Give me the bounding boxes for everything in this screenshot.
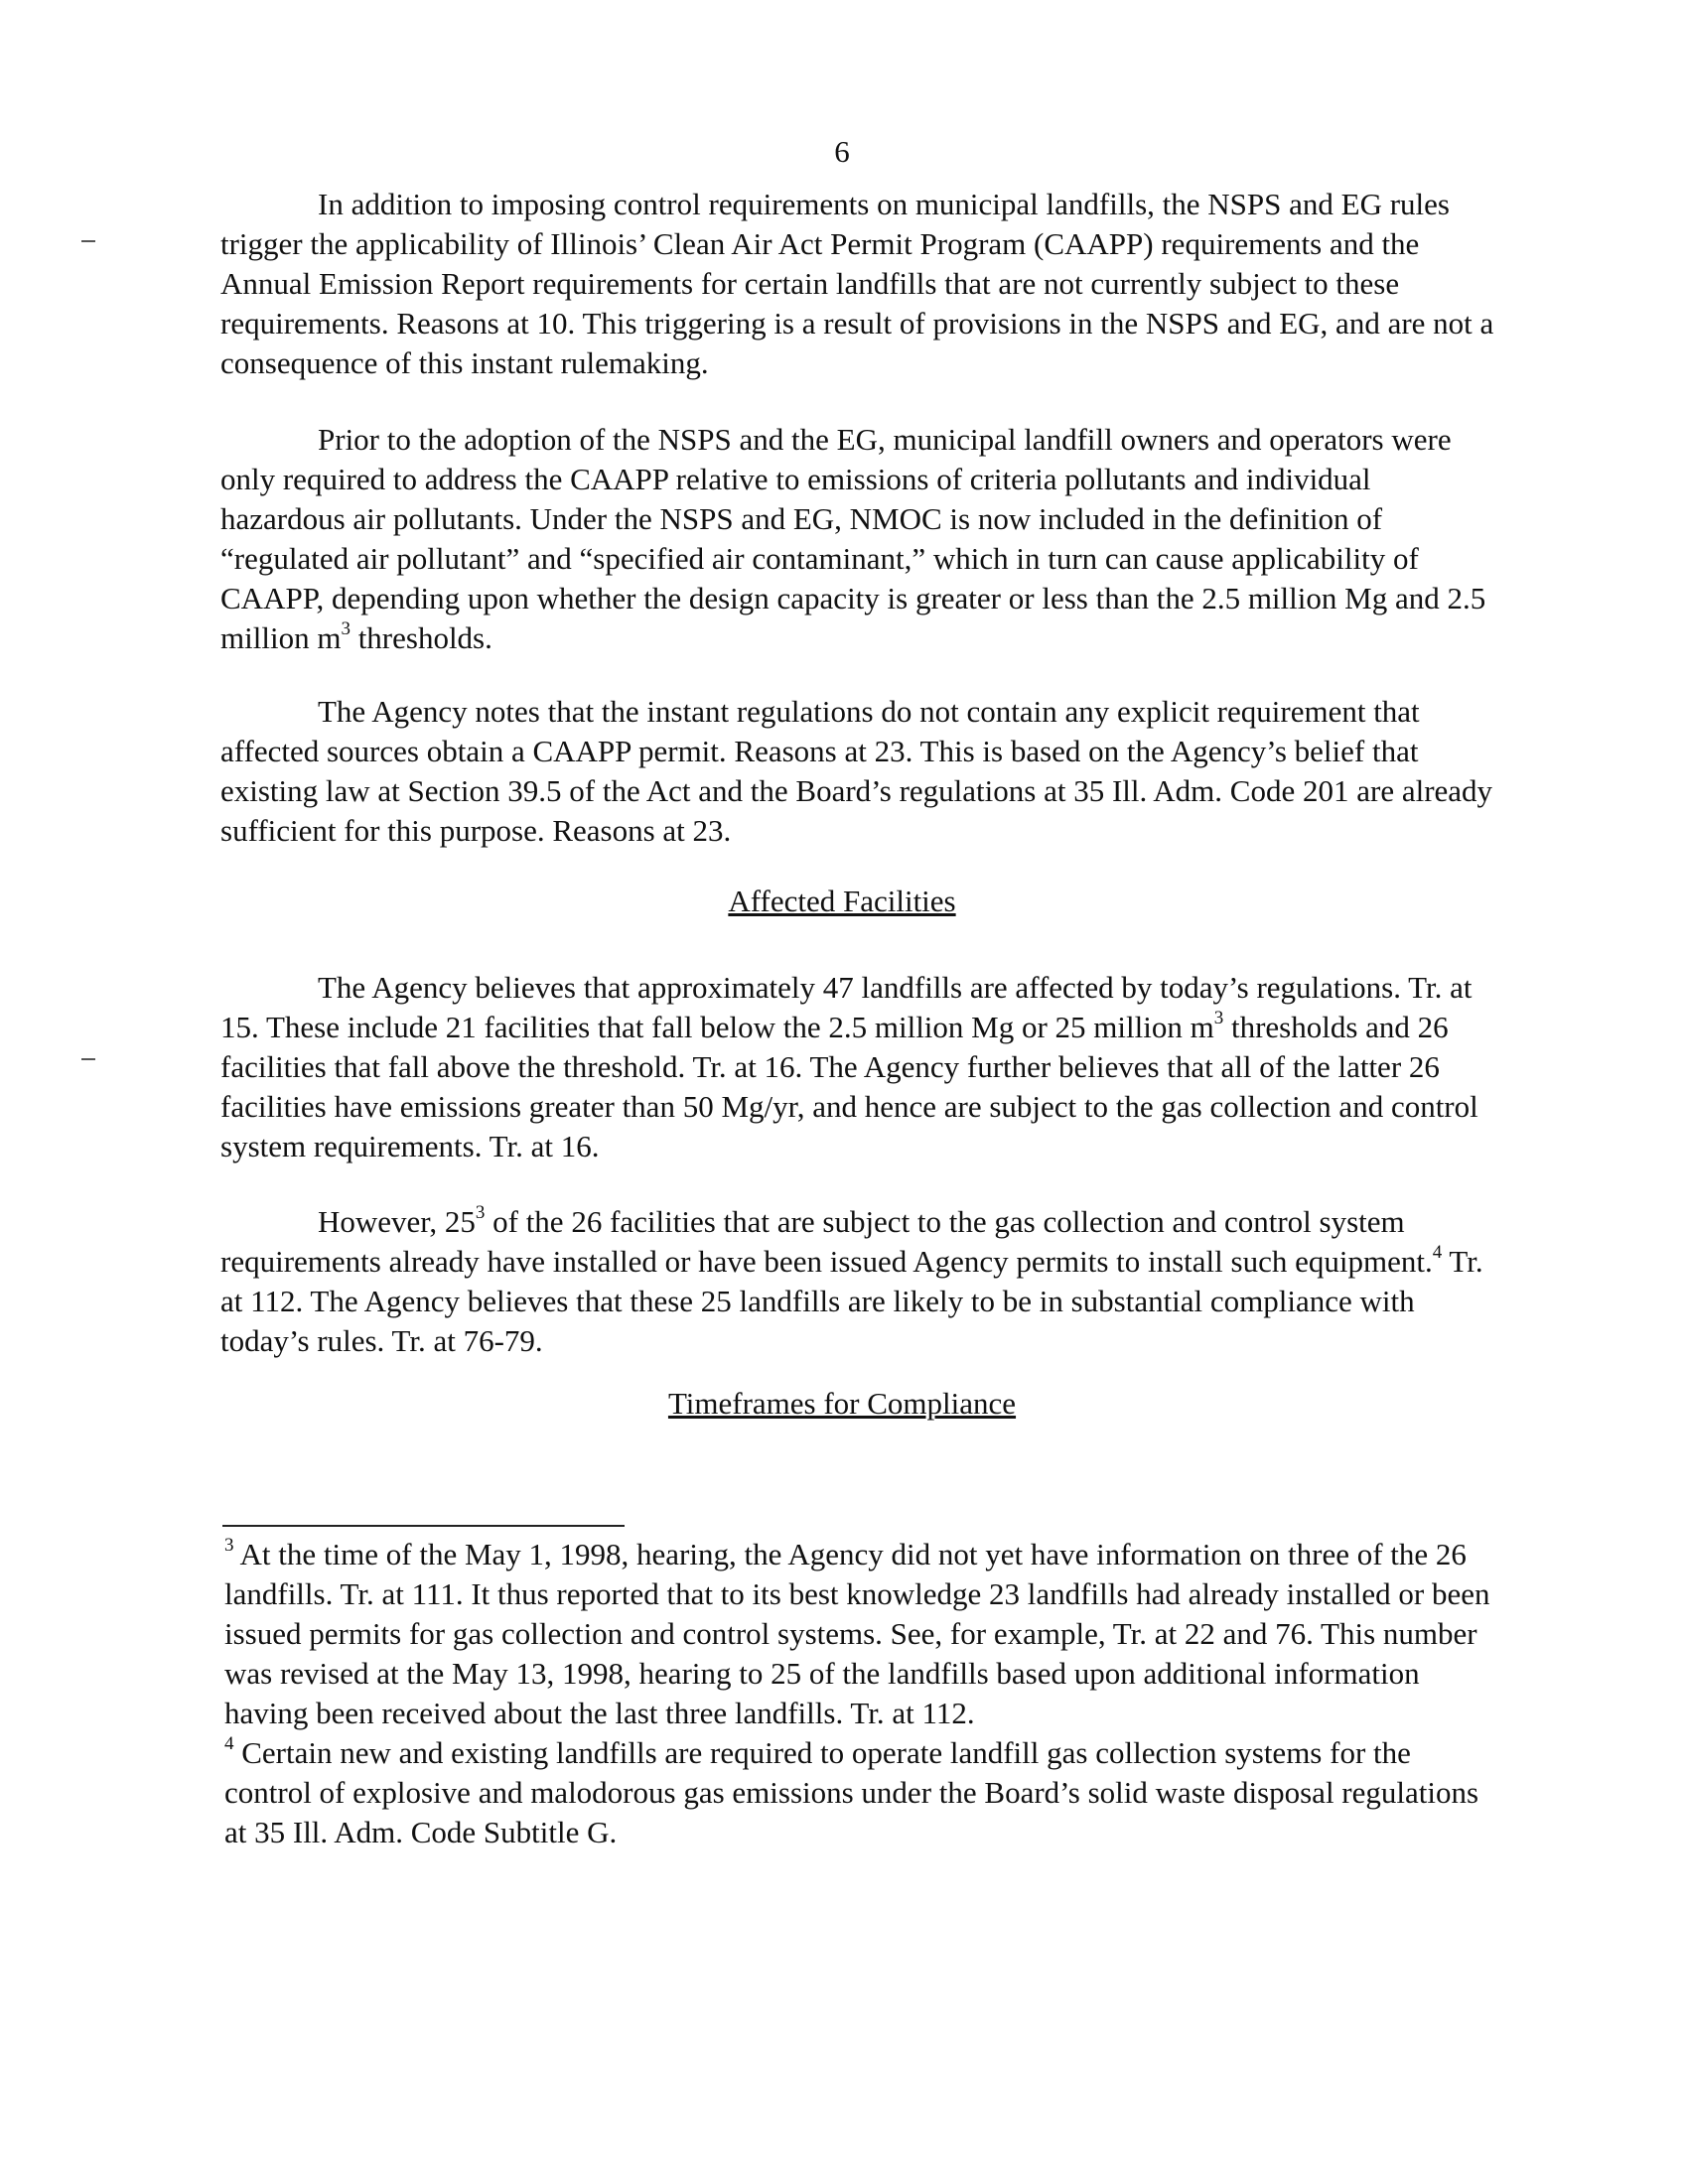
paragraph-text [220, 968, 1501, 1166]
footnote-ref[interactable]: 3 [475, 1201, 486, 1223]
superscript: 3 [341, 617, 351, 639]
paragraph-agency-notes [220, 692, 1501, 851]
footnote-marker: 3 [224, 1534, 234, 1556]
page-number: 6 [834, 134, 850, 169]
margin-mark [81, 1058, 95, 1060]
footnote-3 [224, 1535, 1505, 1733]
section-heading-affected-facilities: Affected Facilities [728, 884, 956, 918]
footnote-text: Certain new and existing landfills are required to operate landfill gas collection systems for the control of explosive and malodorous gas emissions under the Board’s solid waste disposal regulations at 35 Ill. Adm. Code Subtitle G. [224, 1735, 1479, 1849]
footnote-ref[interactable]: 4 [1432, 1241, 1443, 1263]
footnotes [224, 1535, 1505, 1852]
paragraph-text [220, 420, 1501, 658]
footnote-4 [224, 1733, 1505, 1852]
paragraph-text-part: of the 26 facilities that are subject to the gas collection and control system requirements already have installed or have been issued Agency permits to install such equipment. [220, 1204, 1433, 1279]
paragraph-text-part: However, 25 [318, 1204, 476, 1239]
margin-mark [81, 240, 95, 242]
footnote-marker: 4 [224, 1732, 234, 1754]
paragraph-text: In addition to imposing control requirements on municipal landfills, the NSPS and EG rules trigger the applicability of Illinois’ Clean Air Act Permit Program (CAAPP) requirements and the Annual Emission Report requirements for certain landfills that are not currently subject to these requirements. Reasons at 10. This triggering is a result of provisions in the NSPS and EG, and are not a consequence of this instant rulemaking. [220, 187, 1494, 380]
paragraph-text-part: thresholds and 26 facilities that fall above the threshold. Tr. at 16. The Agency further believes that all of the latter 26 facilities have emissions greater than 50 Mg/yr, and hence are subject to the gas collection and control system requirements. Tr. at 16. [220, 1010, 1478, 1163]
paragraph-text-part: The Agency believes that approximately 47 landfills are affected by today’s regulations. Tr. at 15. These include 21 facilities that fall below the 2.5 million Mg or 25 million m [220, 970, 1473, 1044]
paragraph-text-part: Tr. at 112. The Agency believes that these 25 landfills are likely to be in substantial compliance with today’s rules. Tr. at 76-79. [220, 1244, 1483, 1358]
paragraph-text-part: thresholds. [350, 620, 492, 655]
paragraph-landfill-count [220, 968, 1501, 1166]
section-heading-timeframes: Timeframes for Compliance [667, 1386, 1017, 1421]
paragraph-text [220, 1202, 1501, 1361]
paragraph-caapp-trigger [220, 185, 1501, 383]
superscript: 3 [1213, 1007, 1224, 1028]
paragraph-compliance-status [220, 1202, 1501, 1361]
paragraph-text-part: Prior to the adoption of the NSPS and the EG, municipal landfill owners and operators were only required to address the CAAPP relative to emissions of criteria pollutants and individual hazardous air pollutants. Under the NSPS and EG, NMOC is now included in the definition of “regulated air pollutant” and “specified air contaminant,” which in turn can cause applicability of CAAPP, depending upon whether the design capacity is greater or less than the 2.5 million Mg and 2.5 million m [220, 422, 1486, 655]
paragraph-text: The Agency notes that the instant regulations do not contain any explicit requirement that affected sources obtain a CAAPP permit. Reasons at 23. This is based on the Agency’s belief that existing law at Section 39.5 of the Act and the Board’s regulations at 35 Ill. Adm. Code 201 are already sufficient for this purpose. Reasons at 23. [220, 694, 1493, 848]
paragraph-prior-adoption [220, 420, 1501, 658]
footnote-text: At the time of the May 1, 1998, hearing, the Agency did not yet have information on three of the 26 landfills. Tr. at 111. It thus reported that to its best knowledge 23 landfills had already installed or been issued permits for gas collection and control systems. See, for example, Tr. at 22 and 76. This number was revised at the May 13, 1998, hearing to 25 of the landfills based upon additional information having been received about the last three landfills. Tr. at 112. [224, 1537, 1490, 1730]
footnote-divider [222, 1525, 625, 1527]
